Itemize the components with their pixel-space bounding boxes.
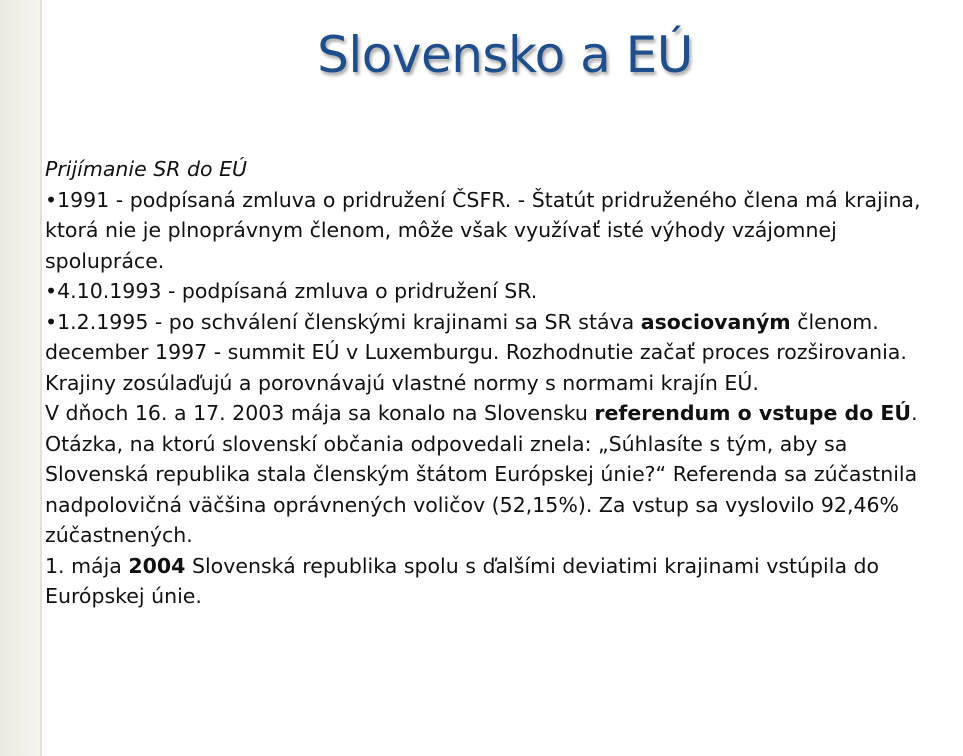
paragraph-2004-text-start: 1. mája (45, 553, 129, 578)
paragraph-2004 (45, 551, 945, 612)
paragraph-referendum-text-start: V dňoch 16. a 17. 2003 mája sa konalo na Slovensku (45, 401, 595, 425)
paragraph-1995 (45, 307, 945, 399)
paragraph-referendum-text-end: . Otázka, na ktorú slovenskí občania odpovedali znela: „Súhlasíte s tým, aby sa Slovenská republika stala členským štátom Európskej únie?“ Referenda sa zúčastnila nadpolovičná väčšina oprávnených voličov (52,15%). Za vstup sa vyslovilo 92,46% zúčastnených. (45, 401, 918, 547)
year-2004-emphasis: 2004 (128, 553, 186, 578)
paragraph-2004-text-end: Slovenská republika spolu s ďalšími deviatimi krajinami vstúpila do Európskej únie. (45, 553, 880, 608)
slide-content (45, 154, 945, 612)
paragraph-1993: •4.10.1993 - podpísaná zmluva o pridružení SR. (45, 279, 538, 303)
slide-title: Slovensko a EÚ (317, 26, 693, 84)
content-subtitle: Prijímanie SR do EÚ (45, 157, 248, 181)
paragraph-1991: •1991 - podpísaná zmluva o pridružení ČSFR. - Štatút pridruženého člena má krajina, ktorá nie je plnoprávnym členom, môže však využívať isté výhody vzájomnej spolupráce. (45, 187, 921, 273)
paragraph-1995-text-end: členom. december 1997 - summit EÚ v Luxemburgu. Rozhodnutie začať proces rozširovania. Krajiny zosúlaďujú a porovnávajú vlastné normy s normami krajín EÚ. (45, 309, 907, 395)
left-decorative-band (0, 0, 42, 756)
referendum-emphasis: referendum o vstupe do EÚ (594, 401, 912, 425)
paragraph-referendum (45, 398, 945, 551)
left-band-edge (40, 0, 42, 756)
paragraph-1995-text-start: •1.2.1995 - po schválení členskými krajinami sa SR stáva (45, 309, 641, 334)
associated-member-emphasis: asociovaným (640, 309, 791, 334)
